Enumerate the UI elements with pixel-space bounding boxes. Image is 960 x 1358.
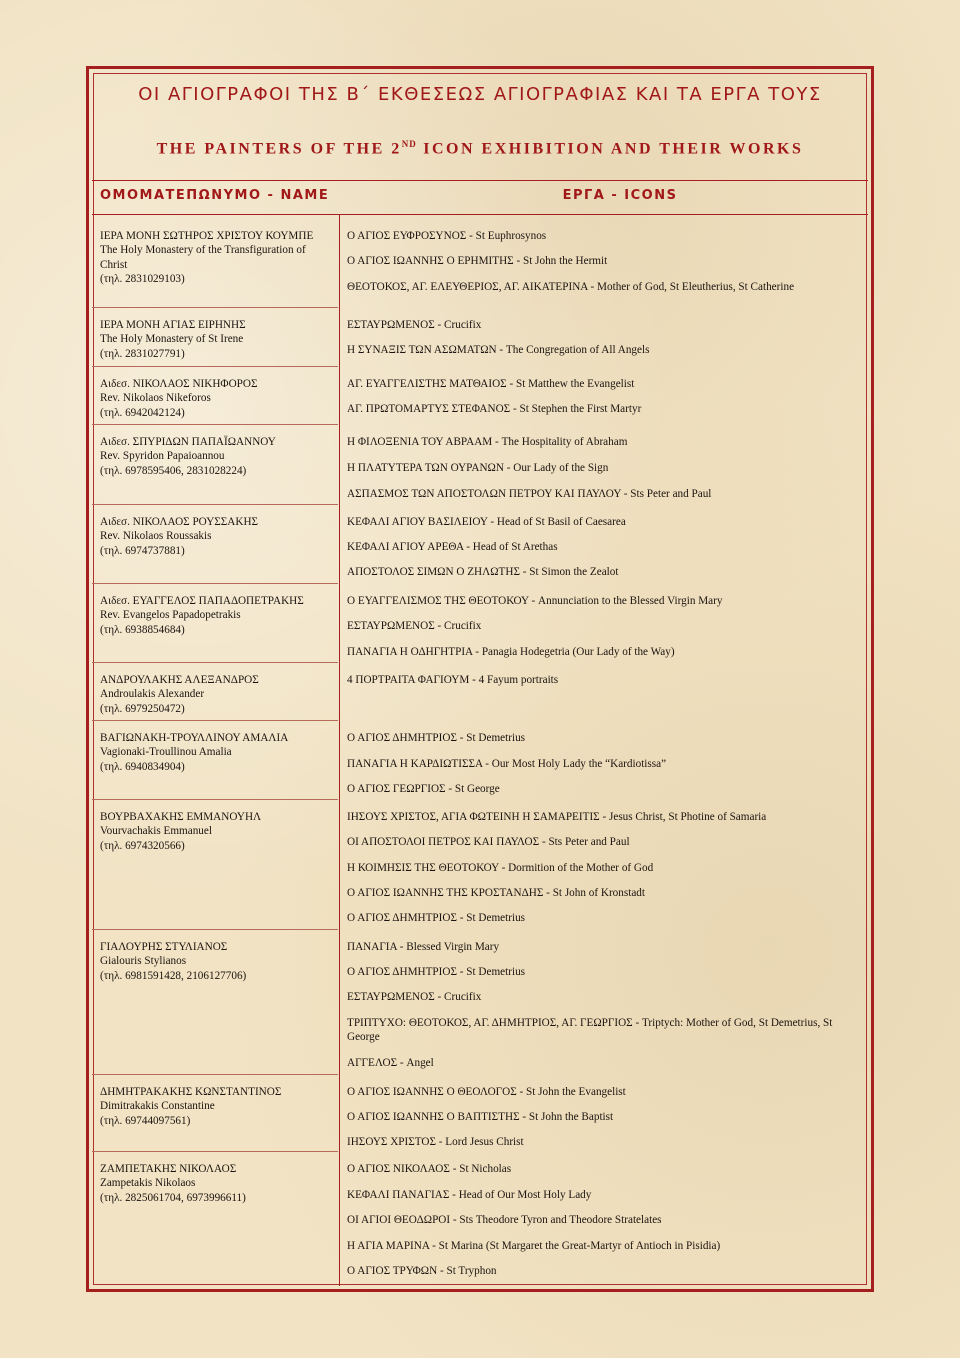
artist-entry	[100, 435, 335, 478]
artist-entry	[100, 229, 335, 286]
icon-work-item: ΑΣΠΑΣΜΟΣ ΤΩΝ ΑΠΟΣΤΟΛΩΝ ΠΕΤΡΟΥ ΚΑΙ ΠΑΥΛΟΥ - Sts Peter and Paul	[347, 488, 712, 500]
icon-work-item: ΑΓ. ΠΡΩΤΟΜΑΡΤΥΣ ΣΤΕΦΑΝΟΣ - St Stephen the First Martyr	[347, 403, 642, 415]
row-separator	[92, 1074, 338, 1075]
artist-phone: (τηλ. 6974320566)	[100, 839, 185, 852]
header-top-rule	[92, 180, 868, 181]
icon-work-item: Ο ΑΓΙΟΣ ΝΙΚΟΛΑΟΣ - St Nicholas	[347, 1163, 512, 1175]
icon-work-item: ΚΕΦΑΛΙ ΑΓΙΟΥ ΑΡΕΘΑ - Head of St Arethas	[347, 541, 558, 553]
artist-name-english: Vagionaki-Troullinou Amalia	[100, 746, 232, 759]
artist-name-greek: Αιδεσ. ΕΥΑΓΓΕΛΟΣ ΠΑΠΑΔΟΠΕΤΡΑΚΗΣ	[100, 595, 304, 607]
artist-name-greek: Αιδεσ. ΝΙΚΟΛΑΟΣ ΡΟΥΣΣΑΚΗΣ	[100, 516, 259, 528]
artist-entry	[100, 810, 335, 853]
artist-phone: (τηλ. 6978595406, 2831028224)	[100, 464, 247, 477]
artist-name-greek: ΒΑΓΙΩΝΑΚΗ-ΤΡΟΥΛΛΙΝΟΥ ΑΜΑΛΙΑ	[100, 732, 289, 744]
artist-phone: (τηλ. 6940834904)	[100, 760, 185, 773]
artist-name-english: Rev. Evangelos Papadopetrakis	[100, 609, 241, 622]
icon-work-item: ΚΕΦΑΛΙ ΠΑΝΑΓΙΑΣ - Head of Our Most Holy Lady	[347, 1189, 592, 1201]
artist-name-english: Dimitrakakis Constantine	[100, 1100, 215, 1113]
title-english-sup: ND	[401, 139, 417, 149]
icon-work-item: Ο ΑΓΙΟΣ ΔΗΜΗΤΡΙΟΣ - St Demetrius	[347, 912, 526, 924]
icon-work-item: ΑΓ. ΕΥΑΓΓΕΛΙΣΤΗΣ ΜΑΤΘΑΙΟΣ - St Matthew the Evangelist	[347, 378, 635, 390]
icon-work-item: ΑΓΓΕΛΟΣ - Angel	[347, 1057, 434, 1069]
artist-name-english: Zampetakis Nikolaos	[100, 1177, 196, 1190]
icon-work-item: Ο ΑΓΙΟΣ ΓΕΩΡΓΙΟΣ - St George	[347, 783, 500, 795]
icon-work-item: Ο ΑΓΙΟΣ ΙΩΑΝΝΗΣ Ο ΕΡΗΜΙΤΗΣ - St John the Hermit	[347, 255, 608, 267]
artist-entry	[100, 1085, 335, 1128]
artist-name-english: The Holy Monastery of St Irene	[100, 333, 244, 346]
icon-work-item: Ο ΑΓΙΟΣ ΙΩΑΝΝΗΣ Ο ΘΕΟΛΟΓΟΣ - St John the Evangelist	[347, 1086, 626, 1098]
column-header-icons: ΕΡΓΑ - ICONS	[562, 188, 678, 203]
artist-entry	[100, 515, 335, 558]
artist-phone: (τηλ. 2825061704, 6973996611)	[100, 1191, 246, 1204]
icon-work-item: ΙΗΣΟΥΣ ΧΡΙΣΤΟΣ - Lord Jesus Christ	[347, 1136, 524, 1148]
icon-work-item: Η ΣΥΝΑΞΙΣ ΤΩΝ ΑΣΩΜΑΤΩΝ - The Congregation of All Angels	[347, 344, 650, 356]
title-english-post: ICON EXHIBITION AND THEIR WORKS	[416, 140, 804, 158]
artist-phone: (τηλ. 6942042124)	[100, 406, 185, 419]
artist-phone: (τηλ. 2831029103)	[100, 272, 185, 285]
row-separator	[92, 307, 338, 308]
icon-work-item: ΕΣΤΑΥΡΩΜΕΝΟΣ - Crucifix	[347, 620, 482, 632]
artist-name-english: Androulakis Alexander	[100, 688, 205, 701]
artist-name-greek: ΙΕΡΑ ΜΟΝΗ ΑΓΙΑΣ ΕΙΡΗΝΗΣ	[100, 319, 246, 331]
icon-work-item: Ο ΑΓΙΟΣ ΕΥΦΡΟΣΥΝΟΣ - St Euphrosynos	[347, 230, 547, 242]
row-separator	[92, 424, 338, 425]
icon-work-item: Ο ΑΓΙΟΣ ΔΗΜΗΤΡΙΟΣ - St Demetrius	[347, 732, 526, 744]
artist-name-english: Rev. Spyridon Papaioannou	[100, 450, 225, 463]
artist-name-english: Rev. Nikolaos Roussakis	[100, 530, 212, 543]
artist-name-english: Vourvachakis Emmanuel	[100, 825, 212, 838]
artist-phone: (τηλ. 6974737881)	[100, 544, 185, 557]
artist-name-english: The Holy Monastery of the Transfiguration of Christ	[100, 244, 306, 271]
artist-entry	[100, 940, 335, 983]
artist-phone: (τηλ. 69744097561)	[100, 1114, 191, 1127]
artist-name-greek: ΙΕΡΑ ΜΟΝΗ ΣΩΤΗΡΟΣ ΧΡΙΣΤΟΥ ΚΟΥΜΠΕ	[100, 230, 314, 242]
artist-phone: (τηλ. 6979250472)	[100, 702, 185, 715]
icon-work-item: Η ΑΓΙΑ ΜΑΡΙΝΑ - St Marina (St Margaret the Great-Martyr of Antioch in Pisidia)	[347, 1240, 721, 1252]
artist-name-greek: ΖΑΜΠΕΤΑΚΗΣ ΝΙΚΟΛΑΟΣ	[100, 1163, 237, 1175]
icon-work-item: ΘΕΟΤΟΚΟΣ, ΑΓ. ΕΛΕΥΘΕΡΙΟΣ, ΑΓ. ΑΙΚΑΤΕΡΙΝΑ - Mother of God, St Eleutherius, St Catherine	[347, 281, 795, 293]
icon-work-item: ΠΑΝΑΓΙΑ Η ΟΔΗΓΗΤΡΙΑ - Panagia Hodegetria (Our Lady of the Way)	[347, 646, 675, 658]
icon-work-item: Ο ΑΓΙΟΣ ΔΗΜΗΤΡΙΟΣ - St Demetrius	[347, 966, 526, 978]
icon-work-item: ΙΗΣΟΥΣ ΧΡΙΣΤΟΣ, ΑΓΙΑ ΦΩΤΕΙΝΗ Η ΣΑΜΑΡΕΙΤΙΣ - Jesus Christ, St Photine of Samaria	[347, 811, 767, 823]
icon-work-item: Η ΦΙΛΟΞΕΝΙΑ ΤΟΥ ΑΒΡΑΑΜ - The Hospitality of Abraham	[347, 436, 628, 448]
row-separator	[92, 366, 338, 367]
icon-work-item: ΟΙ ΑΠΟΣΤΟΛΟΙ ΠΕΤΡΟΣ ΚΑΙ ΠΑΥΛΟΣ - Sts Peter and Paul	[347, 836, 630, 848]
artist-entry	[100, 731, 335, 774]
title-english-pre: THE PAINTERS OF THE 2	[156, 140, 402, 158]
artist-entry	[100, 673, 335, 716]
artist-entry	[100, 377, 335, 420]
artist-name-greek: ΒΟΥΡΒΑΧΑΚΗΣ ΕΜΜΑΝΟΥΗΛ	[100, 811, 262, 823]
icon-work-item: ΠΑΝΑΓΙΑ Η ΚΑΡΔΙΩΤΙΣΣΑ - Our Most Holy Lady the “Kardiotissa”	[347, 758, 667, 770]
icon-work-item: Ο ΑΓΙΟΣ ΤΡΥΦΩΝ - St Tryphon	[347, 1265, 497, 1277]
title-english	[0, 139, 960, 158]
icon-work-item: Η ΚΟΙΜΗΣΙΣ ΤΗΣ ΘΕΟΤΟΚΟΥ - Dormition of the Mother of God	[347, 862, 654, 874]
artist-entry	[100, 594, 335, 637]
icon-work-item: ΑΠΟΣΤΟΛΟΣ ΣΙΜΩΝ Ο ΖΗΛΩΤΗΣ - St Simon the Zealot	[347, 566, 619, 578]
artist-name-english: Rev. Nikolaos Nikeforos	[100, 392, 211, 405]
icon-work-item: Ο ΑΓΙΟΣ ΙΩΑΝΝΗΣ ΤΗΣ ΚΡΟΣΤΑΝΔΗΣ - St John of Kronstadt	[347, 887, 645, 899]
icon-work-item: 4 ΠΟΡΤΡΑΙΤΑ ΦΑΓΙΟΥΜ - 4 Fayum portraits	[347, 674, 559, 686]
row-separator	[92, 929, 338, 930]
row-separator	[92, 1151, 338, 1152]
title-greek: ΟΙ ΑΓΙΟΓΡΑΦΟΙ ΤΗΣ Β΄ ΕΚΘΕΣΕΩΣ ΑΓΙΟΓΡΑΦΙΑΣ ΚΑΙ ΤΑ ΕΡΓΑ ΤΟΥΣ	[138, 84, 822, 105]
icon-work-item: ΚΕΦΑΛΙ ΑΓΙΟΥ ΒΑΣΙΛΕΙΟΥ - Head of St Basil of Caesarea	[347, 516, 626, 528]
artist-phone: (τηλ. 6981591428, 2106127706)	[100, 969, 247, 982]
icon-work-item: ΟΙ ΑΓΙΟΙ ΘΕΟΔΩΡΟΙ - Sts Theodore Tyron and Theodore Stratelates	[347, 1214, 662, 1226]
artist-name-greek: ΑΝΔΡΟΥΛΑΚΗΣ ΑΛΕΞΑΝΔΡΟΣ	[100, 674, 259, 686]
icon-work-item: ΤΡΙΠΤΥΧΟ: ΘΕΟΤΟΚΟΣ, ΑΓ. ΔΗΜΗΤΡΙΟΣ, ΑΓ. ΓΕΩΡΓΙΟΣ - Triptych: Mother of God, St Demetrius, St George	[347, 1017, 833, 1044]
row-separator	[92, 799, 338, 800]
header-bottom-rule	[92, 214, 868, 215]
row-separator	[92, 662, 338, 663]
row-separator	[92, 504, 338, 505]
artist-entry	[100, 1162, 335, 1205]
icon-work-item: ΕΣΤΑΥΡΩΜΕΝΟΣ - Crucifix	[347, 319, 482, 331]
icon-work-item: ΠΑΝΑΓΙΑ - Blessed Virgin Mary	[347, 941, 500, 953]
artist-phone: (τηλ. 6938854684)	[100, 623, 185, 636]
artist-name-greek: ΔΗΜΗΤΡΑΚΑΚΗΣ ΚΩΝΣΤΑΝΤΙΝΟΣ	[100, 1086, 282, 1098]
column-header-name: ΟΜΟΜΑΤΕΠΩΝΥΜΟ - NAME	[100, 188, 330, 203]
icon-work-item: Ο ΕΥΑΓΓΕΛΙΣΜΟΣ ΤΗΣ ΘΕΟΤΟΚΟΥ - Annunciation to the Blessed Virgin Mary	[347, 595, 723, 607]
row-separator	[92, 720, 338, 721]
artist-name-english: Gialouris Stylianos	[100, 955, 187, 968]
icon-work-item: Η ΠΛΑΤΥΤΕΡΑ ΤΩΝ ΟΥΡΑΝΩΝ - Our Lady of the Sign	[347, 462, 609, 474]
artist-phone: (τηλ. 2831027791)	[100, 347, 185, 360]
row-separator	[92, 583, 338, 584]
column-divider	[339, 215, 340, 1286]
artist-name-greek: Αιδεσ. ΣΠΥΡΙΔΩΝ ΠΑΠΑΪΩΑΝΝΟΥ	[100, 436, 276, 448]
icon-work-item: ΕΣΤΑΥΡΩΜΕΝΟΣ - Crucifix	[347, 991, 482, 1003]
artist-name-greek: Αιδεσ. ΝΙΚΟΛΑΟΣ ΝΙΚΗΦΟΡΟΣ	[100, 378, 258, 390]
icon-work-item: Ο ΑΓΙΟΣ ΙΩΑΝΝΗΣ Ο ΒΑΠΤΙΣΤΗΣ - St John the Baptist	[347, 1111, 614, 1123]
artist-name-greek: ΓΙΑΛΟΥΡΗΣ ΣΤΥΛΙΑΝΟΣ	[100, 941, 228, 953]
artist-entry	[100, 318, 335, 361]
